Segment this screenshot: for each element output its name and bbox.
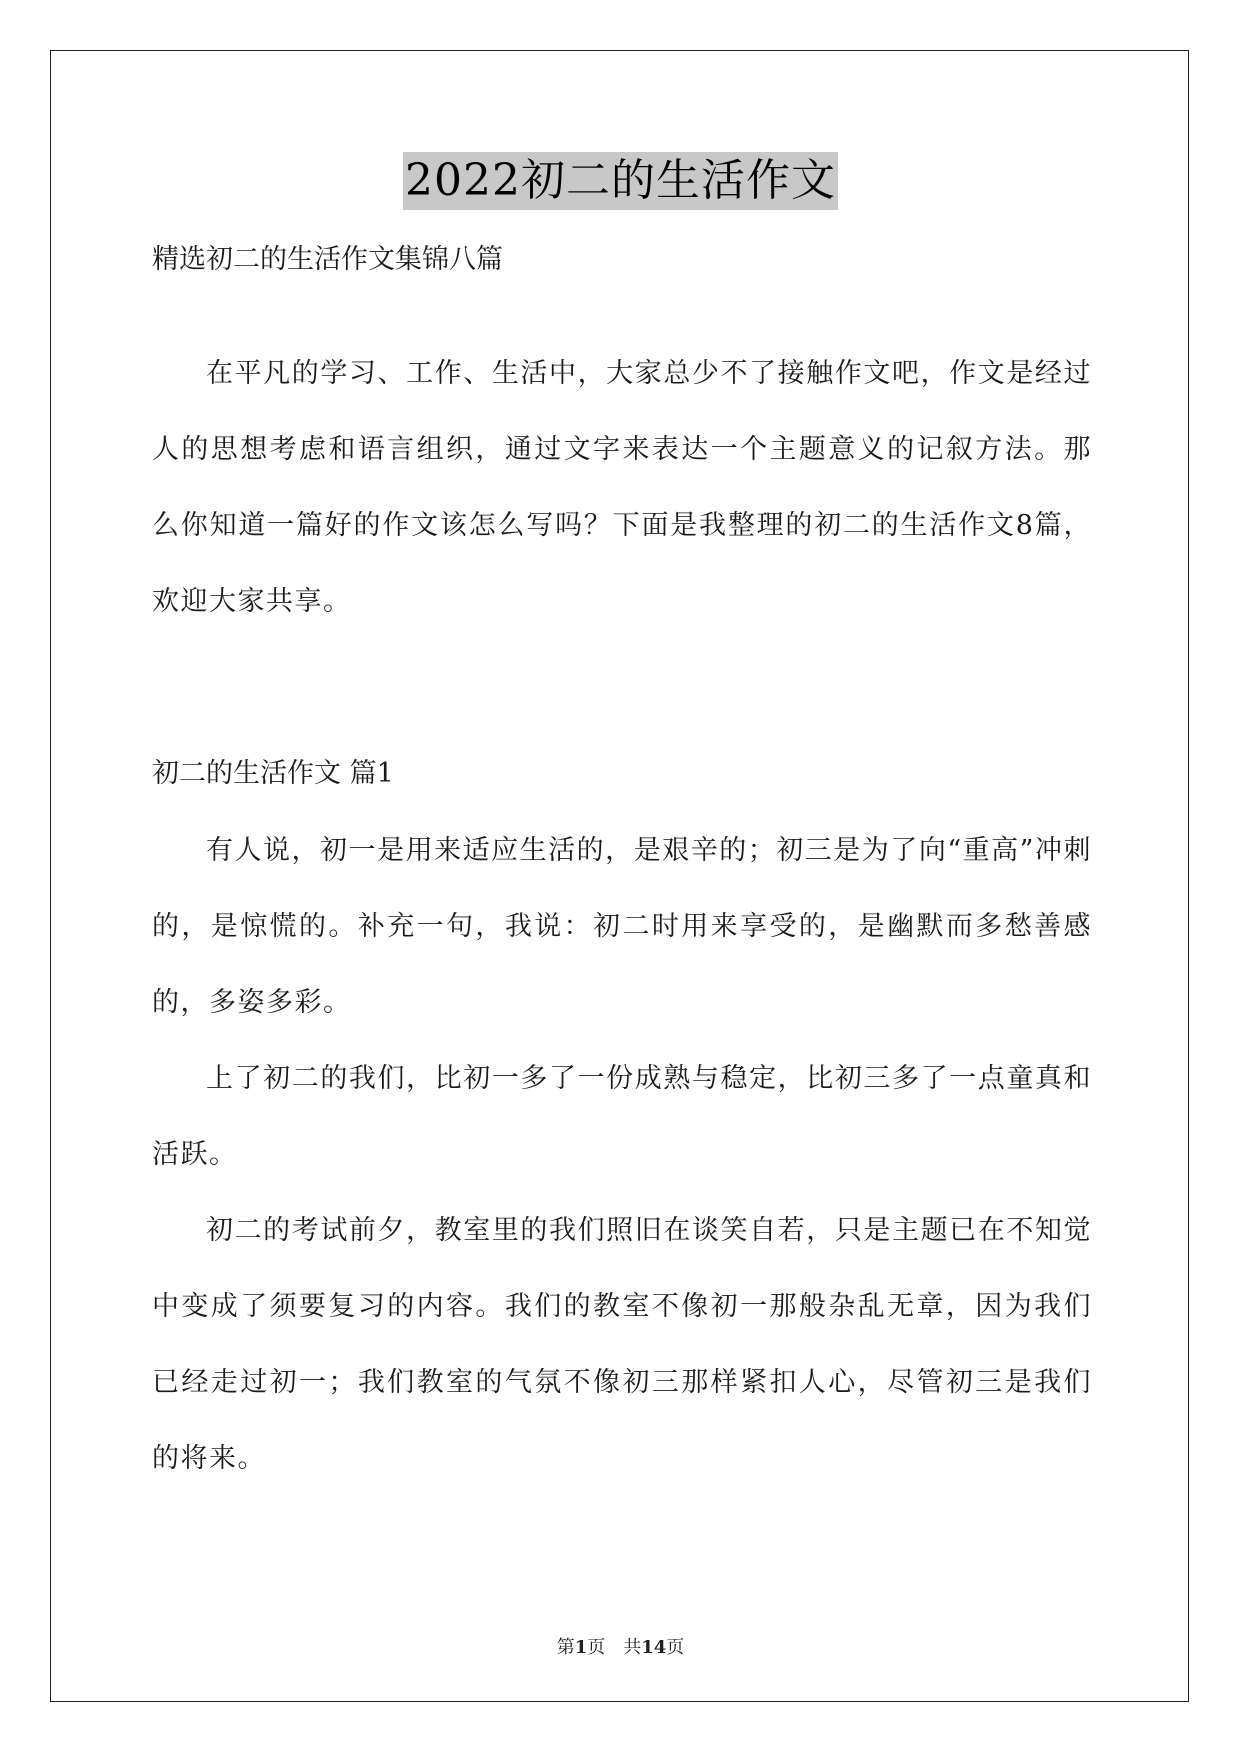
section-heading: 初二的生活作文 篇1 xyxy=(152,758,394,789)
essay-paragraph-1: 有人说，初一是用来适应生活的，是艰辛的；初三是为了向“重高”冲刺的，是惊慌的。补充一句，我说：初二时用来享受的，是幽默而多愁善感的，多姿多彩。 xyxy=(152,835,1092,1018)
essay-section xyxy=(152,813,1092,1497)
intro-section xyxy=(152,336,1092,640)
title-container xyxy=(0,152,1241,210)
footer-suffix: 页 xyxy=(666,1637,685,1658)
footer-current-page: 1 xyxy=(574,1637,588,1658)
intro-paragraph: 在平凡的学习、工作、生活中，大家总少不了接触作文吧，作文是经过人的思想考虑和语言组织，通过文字来表达一个主题意义的记叙方法。那么你知道一篇好的作文该怎么写吗？下面是我整理的初二的生活作文8篇，欢迎大家共享。 xyxy=(152,358,1092,617)
footer-mid: 页 共 xyxy=(587,1637,642,1658)
document-title: 2022初二的生活作文 xyxy=(403,152,838,210)
footer-prefix: 第 xyxy=(556,1637,575,1658)
page-footer xyxy=(0,1636,1241,1660)
document-subtitle: 精选初二的生活作文集锦八篇 xyxy=(152,244,503,275)
essay-paragraph-2: 上了初二的我们，比初一多了一份成熟与稳定，比初三多了一点童真和活跃。 xyxy=(152,1063,1092,1170)
essay-paragraph-3: 初二的考试前夕，教室里的我们照旧在谈笑自若，只是主题已在不知觉中变成了须要复习的内容。我们的教室不像初一那般杂乱无章，因为我们已经走过初一；我们教室的气氛不像初三那样紧扣人心，尽管初三是我们的将来。 xyxy=(152,1215,1092,1474)
footer-total-pages: 14 xyxy=(641,1637,667,1658)
